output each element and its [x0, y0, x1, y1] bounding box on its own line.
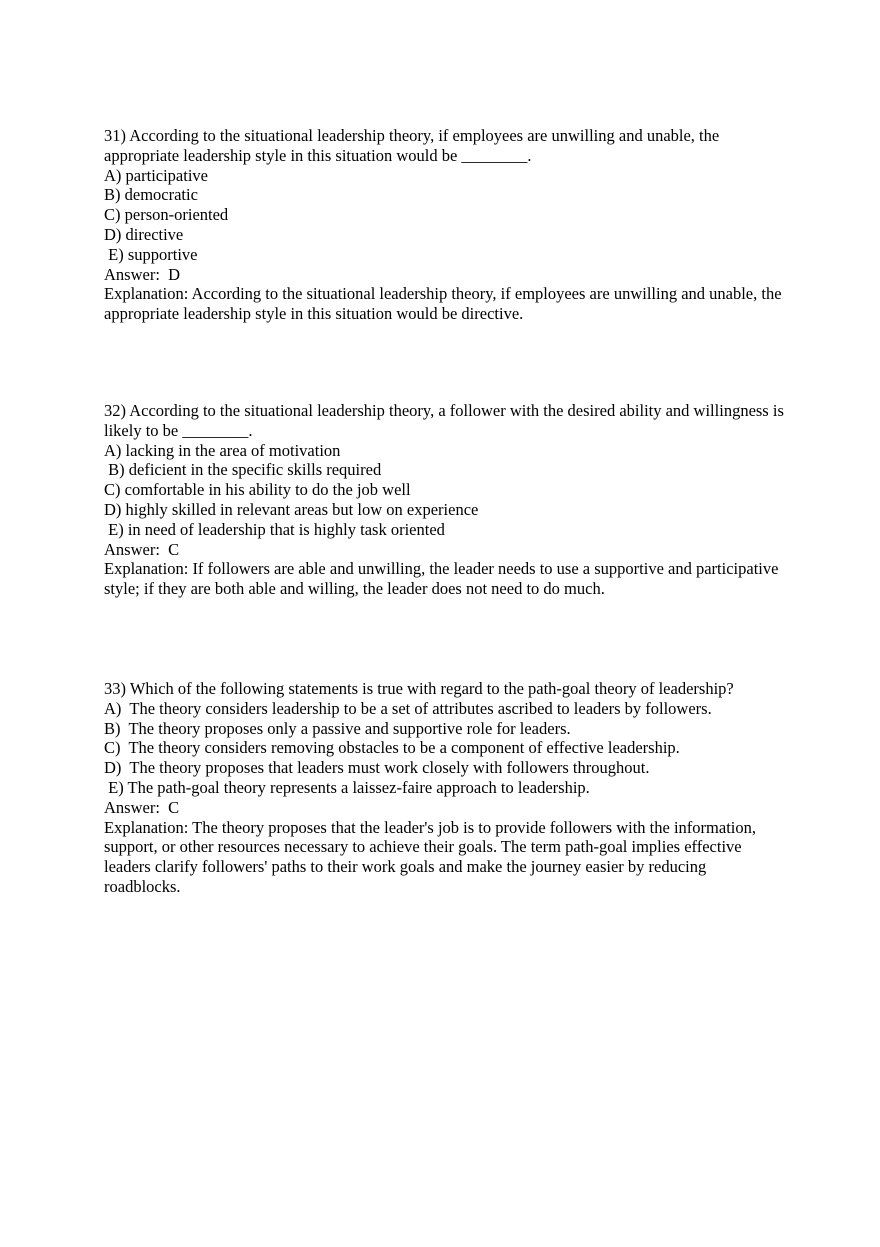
option-a: A) participative: [104, 165, 208, 185]
option-d: D) The theory proposes that leaders must work closely with followers throughout.: [104, 758, 650, 778]
option-b: B) The theory proposes only a passive and supportive role for leaders.: [104, 718, 571, 738]
explanation: Explanation: The theory proposes that the leader's job is to provide followers with the information, support, or other resources necessary to achieve their goals. The term path-goal implies effective leaders clarify followers' paths to their work goals and make the journey easier by reducing roadblocks.: [104, 817, 756, 896]
explanation: Explanation: According to the situational leadership theory, if employees are unwilling and unable, the appropriate leadership style in this situation would be directive.: [104, 284, 782, 324]
option-e: E) The path-goal theory represents a laissez-faire approach to leadership.: [104, 777, 590, 797]
option-a: A) The theory considers leadership to be a set of attributes ascribed to leaders by followers.: [104, 698, 712, 718]
answer: Answer: C: [104, 797, 180, 817]
answer: Answer: C: [104, 539, 180, 559]
question-stem: 33) Which of the following statements is true with regard to the path-goal theory of leadership?: [104, 679, 734, 698]
question-stem: 32) According to the situational leadership theory, a follower with the desired ability and willingness is likely to be ________.: [104, 401, 784, 440]
option-c: C) comfortable in his ability to do the job well: [104, 480, 411, 500]
option-b: B) deficient in the specific skills required: [104, 460, 382, 480]
option-d: D) directive: [104, 224, 184, 244]
question-stem: 31) According to the situational leadership theory, if employees are unwilling and unable, the appropriate leadership style in this situation would be ________.: [104, 126, 720, 165]
option-e: E) supportive: [104, 244, 198, 264]
option-c: C) person-oriented: [104, 205, 229, 225]
option-a: A) lacking in the area of motivation: [104, 440, 341, 460]
question-33: [104, 679, 784, 897]
option-b: B) democratic: [104, 185, 198, 205]
explanation: Explanation: If followers are able and unwilling, the leader needs to use a supportive and participative style; if they are both able and willing, the leader does not need to do much.: [104, 559, 779, 599]
option-e: E) in need of leadership that is highly task oriented: [104, 519, 445, 539]
question-31: [104, 126, 784, 324]
option-d: D) highly skilled in relevant areas but low on experience: [104, 499, 479, 519]
question-32: [104, 401, 784, 599]
answer: Answer: D: [104, 264, 181, 284]
option-c: C) The theory considers removing obstacles to be a component of effective leadership.: [104, 738, 680, 758]
